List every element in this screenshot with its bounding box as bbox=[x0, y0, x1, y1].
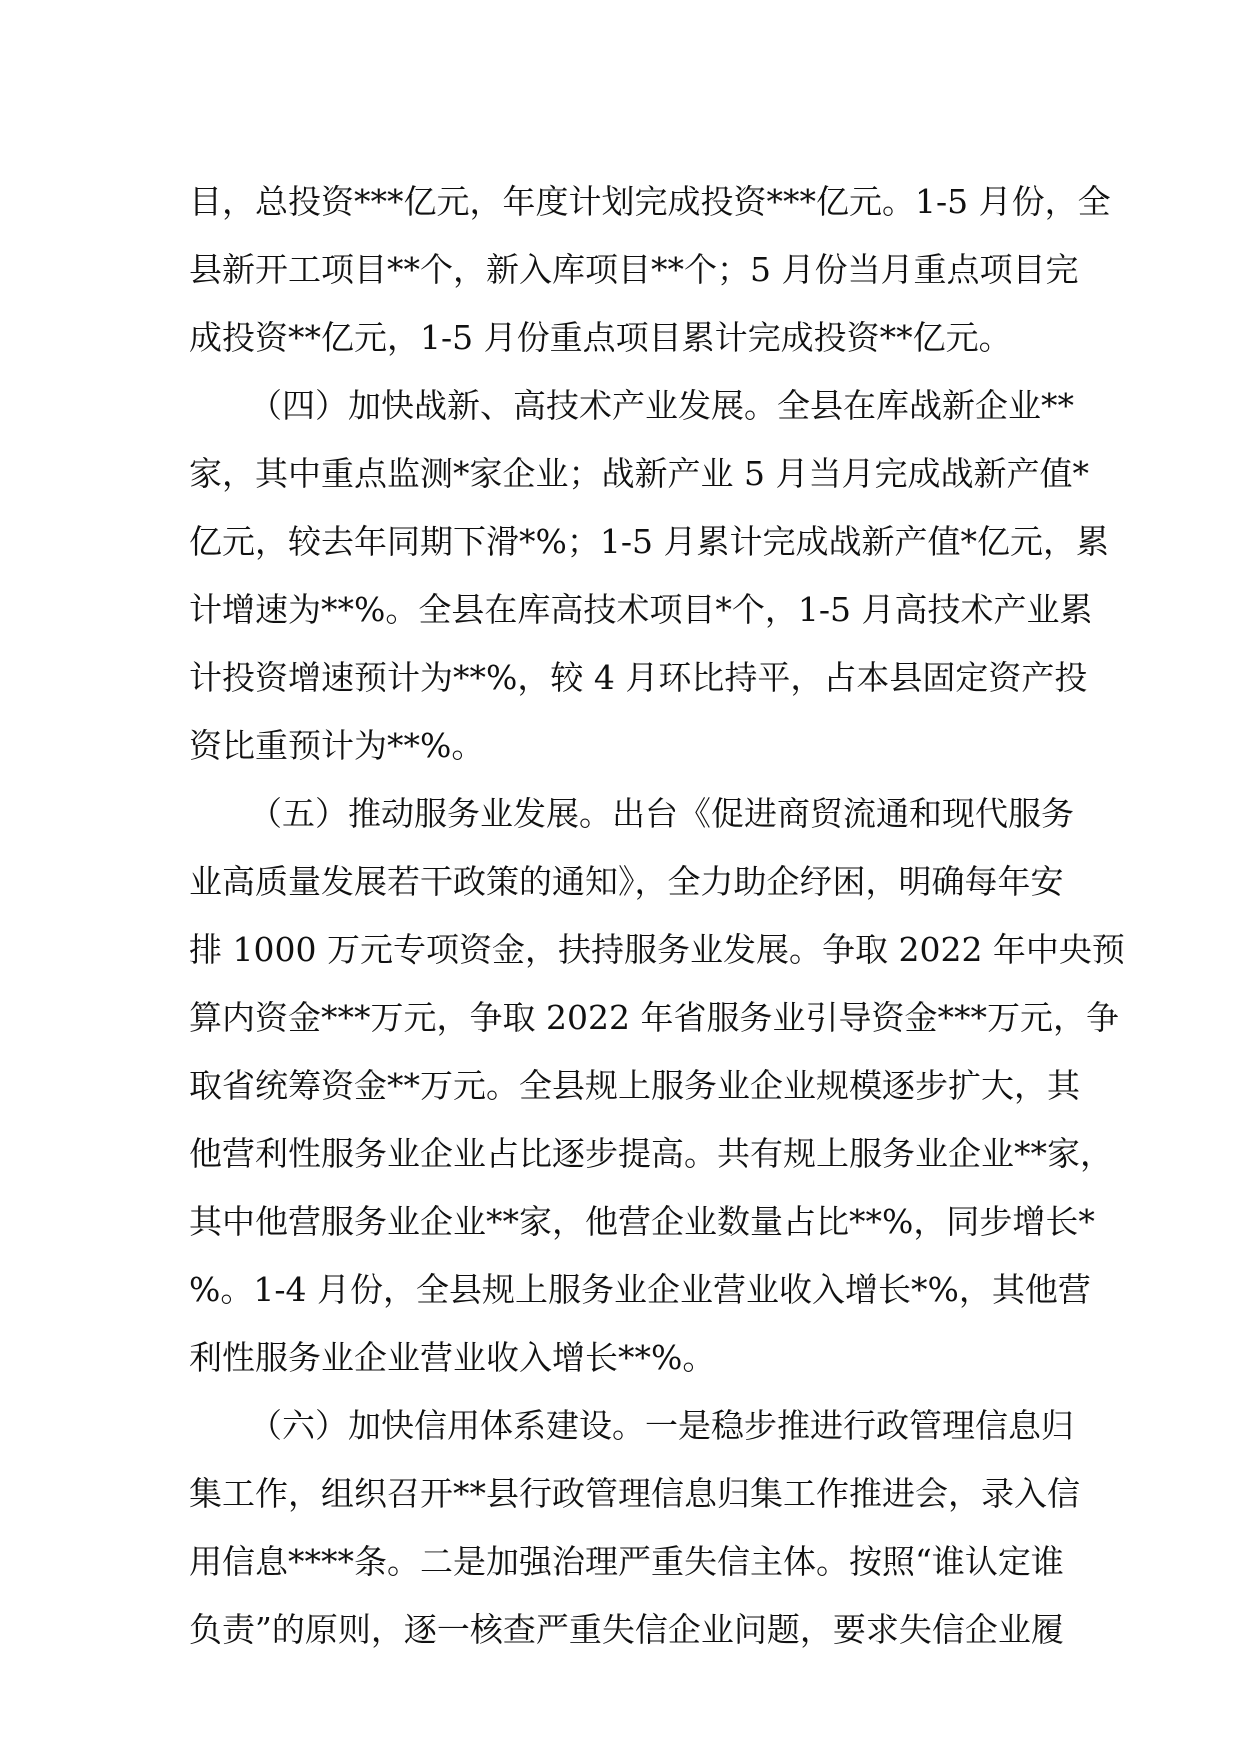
text-line-3: 成投资**亿元，1-5 月份重点项目累计完成投资**亿元。 bbox=[189, 318, 1012, 357]
document-body bbox=[189, 168, 1125, 1664]
text-line-15: 他营利性服务业企业占比逐步提高。共有规上服务业企业**家， bbox=[189, 1134, 1113, 1173]
text-line-17: %。1-4 月份，全县规上服务业企业营业收入增长*%，其他营 bbox=[189, 1270, 1091, 1309]
text-line-16: 其中他营服务业企业**家，他营企业数量占比**%，同步增长* bbox=[189, 1202, 1095, 1241]
text-line-18: 利性服务业企业营业收入增长**%。 bbox=[189, 1338, 716, 1377]
text-line-11: 业高质量发展若干政策的通知》，全力助企纾困，明确每年安 bbox=[189, 862, 1064, 901]
text-line-9: 资比重预计为**%。 bbox=[189, 726, 485, 765]
paragraph-six-heading-line: （六）加快信用体系建设。一是稳步推进行政管理信息归 bbox=[249, 1406, 1074, 1445]
text-line-14: 取省统筹资金**万元。全县规上服务业企业规模逐步扩大，其 bbox=[189, 1066, 1080, 1105]
text-line-13: 算内资金***万元，争取 2022 年省服务业引导资金***万元，争 bbox=[189, 998, 1119, 1037]
text-line-22: 负责”的原则，逐一核查严重失信企业问题，要求失信企业履 bbox=[189, 1610, 1064, 1649]
paragraph-four-heading-line: （四）加快战新、高技术产业发展。全县在库战新企业** bbox=[249, 386, 1074, 425]
text-line-6: 亿元，较去年同期下滑*%；1-5 月累计完成战新产值*亿元，累 bbox=[189, 522, 1109, 561]
text-line-2: 县新开工项目**个，新入库项目**个；5 月份当月重点项目完 bbox=[189, 250, 1079, 289]
paragraph-five-heading-line: （五）推动服务业发展。出台《促进商贸流通和现代服务 bbox=[249, 794, 1074, 833]
text-line-7: 计增速为**%。全县在库高技术项目*个，1-5 月高技术产业累 bbox=[189, 590, 1093, 629]
text-line-1: 目，总投资***亿元，年度计划完成投资***亿元。1-5 月份，全 bbox=[189, 182, 1111, 221]
text-line-8: 计投资增速预计为**%，较 4 月环比持平，占本县固定资产投 bbox=[189, 658, 1088, 697]
text-line-20: 集工作，组织召开**县行政管理信息归集工作推进会，录入信 bbox=[189, 1474, 1080, 1513]
text-line-12: 排 1000 万元专项资金，扶持服务业发展。争取 2022 年中央预 bbox=[189, 930, 1125, 969]
text-line-5: 家，其中重点监测*家企业；战新产业 5 月当月完成战新产值* bbox=[189, 454, 1089, 493]
text-line-21: 用信息****条。二是加强治理严重失信主体。按照“谁认定谁 bbox=[189, 1542, 1064, 1581]
